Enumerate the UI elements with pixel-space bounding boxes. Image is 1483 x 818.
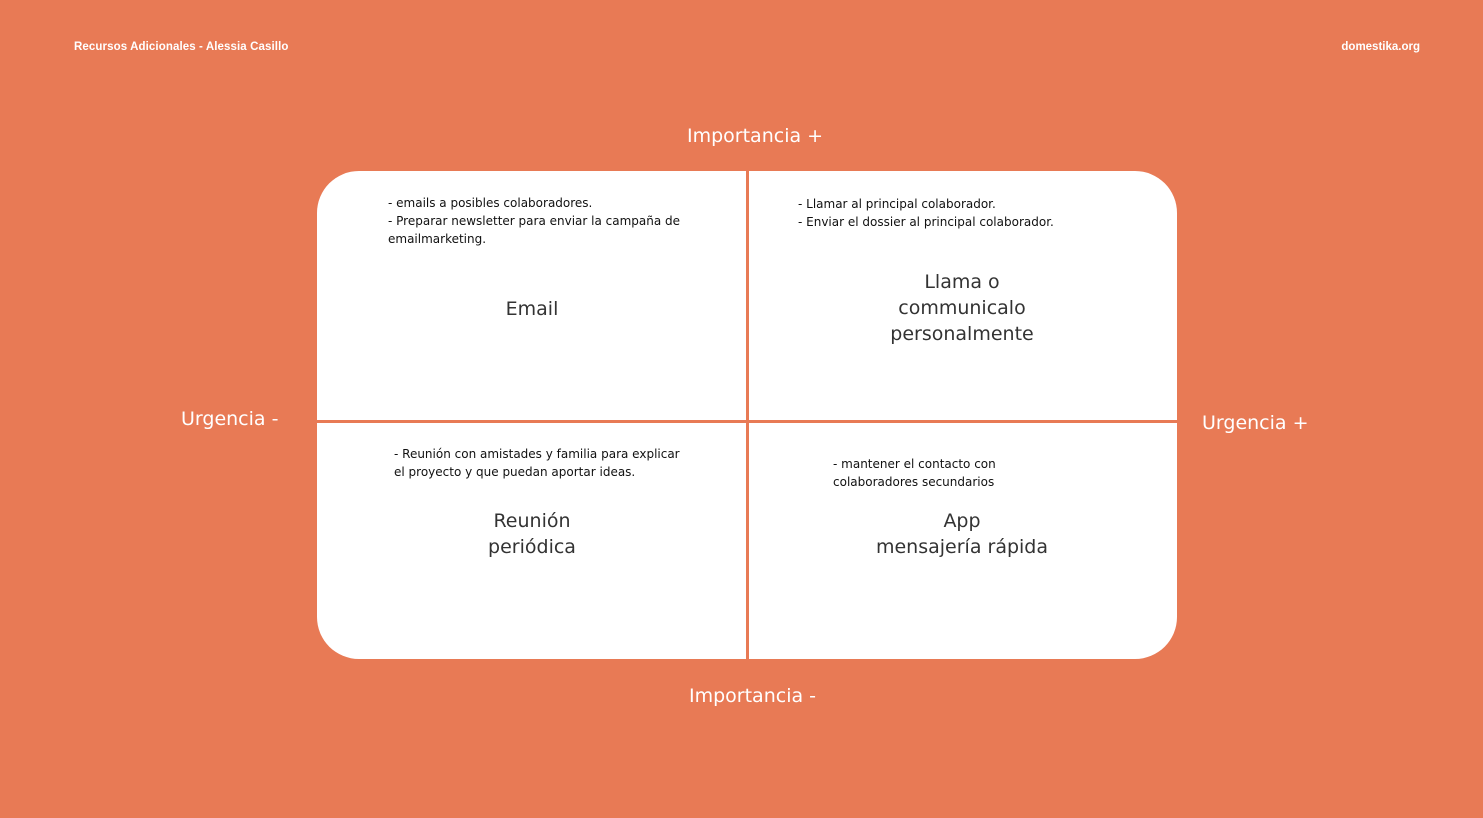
axis-label-importance-high: Importancia +	[687, 125, 824, 147]
quadrant-top-left-title	[432, 296, 632, 322]
brand-link: domestika.org	[1341, 41, 1420, 53]
note-line: - mantener el contacto con	[833, 457, 996, 471]
quadrant-top-right-notes	[798, 195, 1158, 231]
note-line: - emails a posibles colaboradores.	[388, 196, 593, 210]
quadrant-bottom-right-title	[852, 508, 1072, 560]
eisenhower-matrix	[317, 171, 1177, 659]
quadrant-bottom-left-title	[432, 508, 632, 560]
quadrant-top-left-notes	[388, 194, 718, 248]
axis-label-urgency-high: Urgencia +	[1202, 412, 1309, 434]
axis-label-importance-low: Importancia -	[689, 685, 817, 707]
note-line: - Reunión con amistades y familia para explicar	[394, 447, 680, 461]
quadrant-top-right-title	[842, 269, 1082, 347]
title-line: App	[943, 510, 981, 532]
note-line: - Llamar al principal colaborador.	[798, 197, 996, 211]
title-line: Llama o	[924, 271, 1000, 293]
title-line: mensajería rápida	[875, 536, 1049, 558]
note-line: - Preparar newsletter para enviar la campaña de	[388, 214, 681, 228]
horizontal-divider	[317, 420, 1177, 423]
title-line: periódica	[488, 536, 576, 558]
quadrant-bottom-right-notes	[833, 455, 1133, 491]
note-line: colaboradores secundarios	[833, 475, 995, 489]
title-line: Reunión	[493, 510, 571, 532]
title-line: Email	[505, 298, 559, 320]
note-line: emailmarketing.	[388, 232, 487, 246]
title-line: personalmente	[890, 323, 1034, 345]
quadrant-bottom-left-notes	[394, 445, 734, 481]
presentation-title: Recursos Adicionales - Alessia Casillo	[74, 41, 289, 53]
axis-label-urgency-low: Urgencia -	[181, 408, 279, 430]
title-line: communicalo	[898, 297, 1026, 319]
vertical-divider	[746, 171, 749, 659]
note-line: el proyecto y que puedan aportar ideas.	[394, 465, 636, 479]
note-line: - Enviar el dossier al principal colaborador.	[798, 215, 1054, 229]
